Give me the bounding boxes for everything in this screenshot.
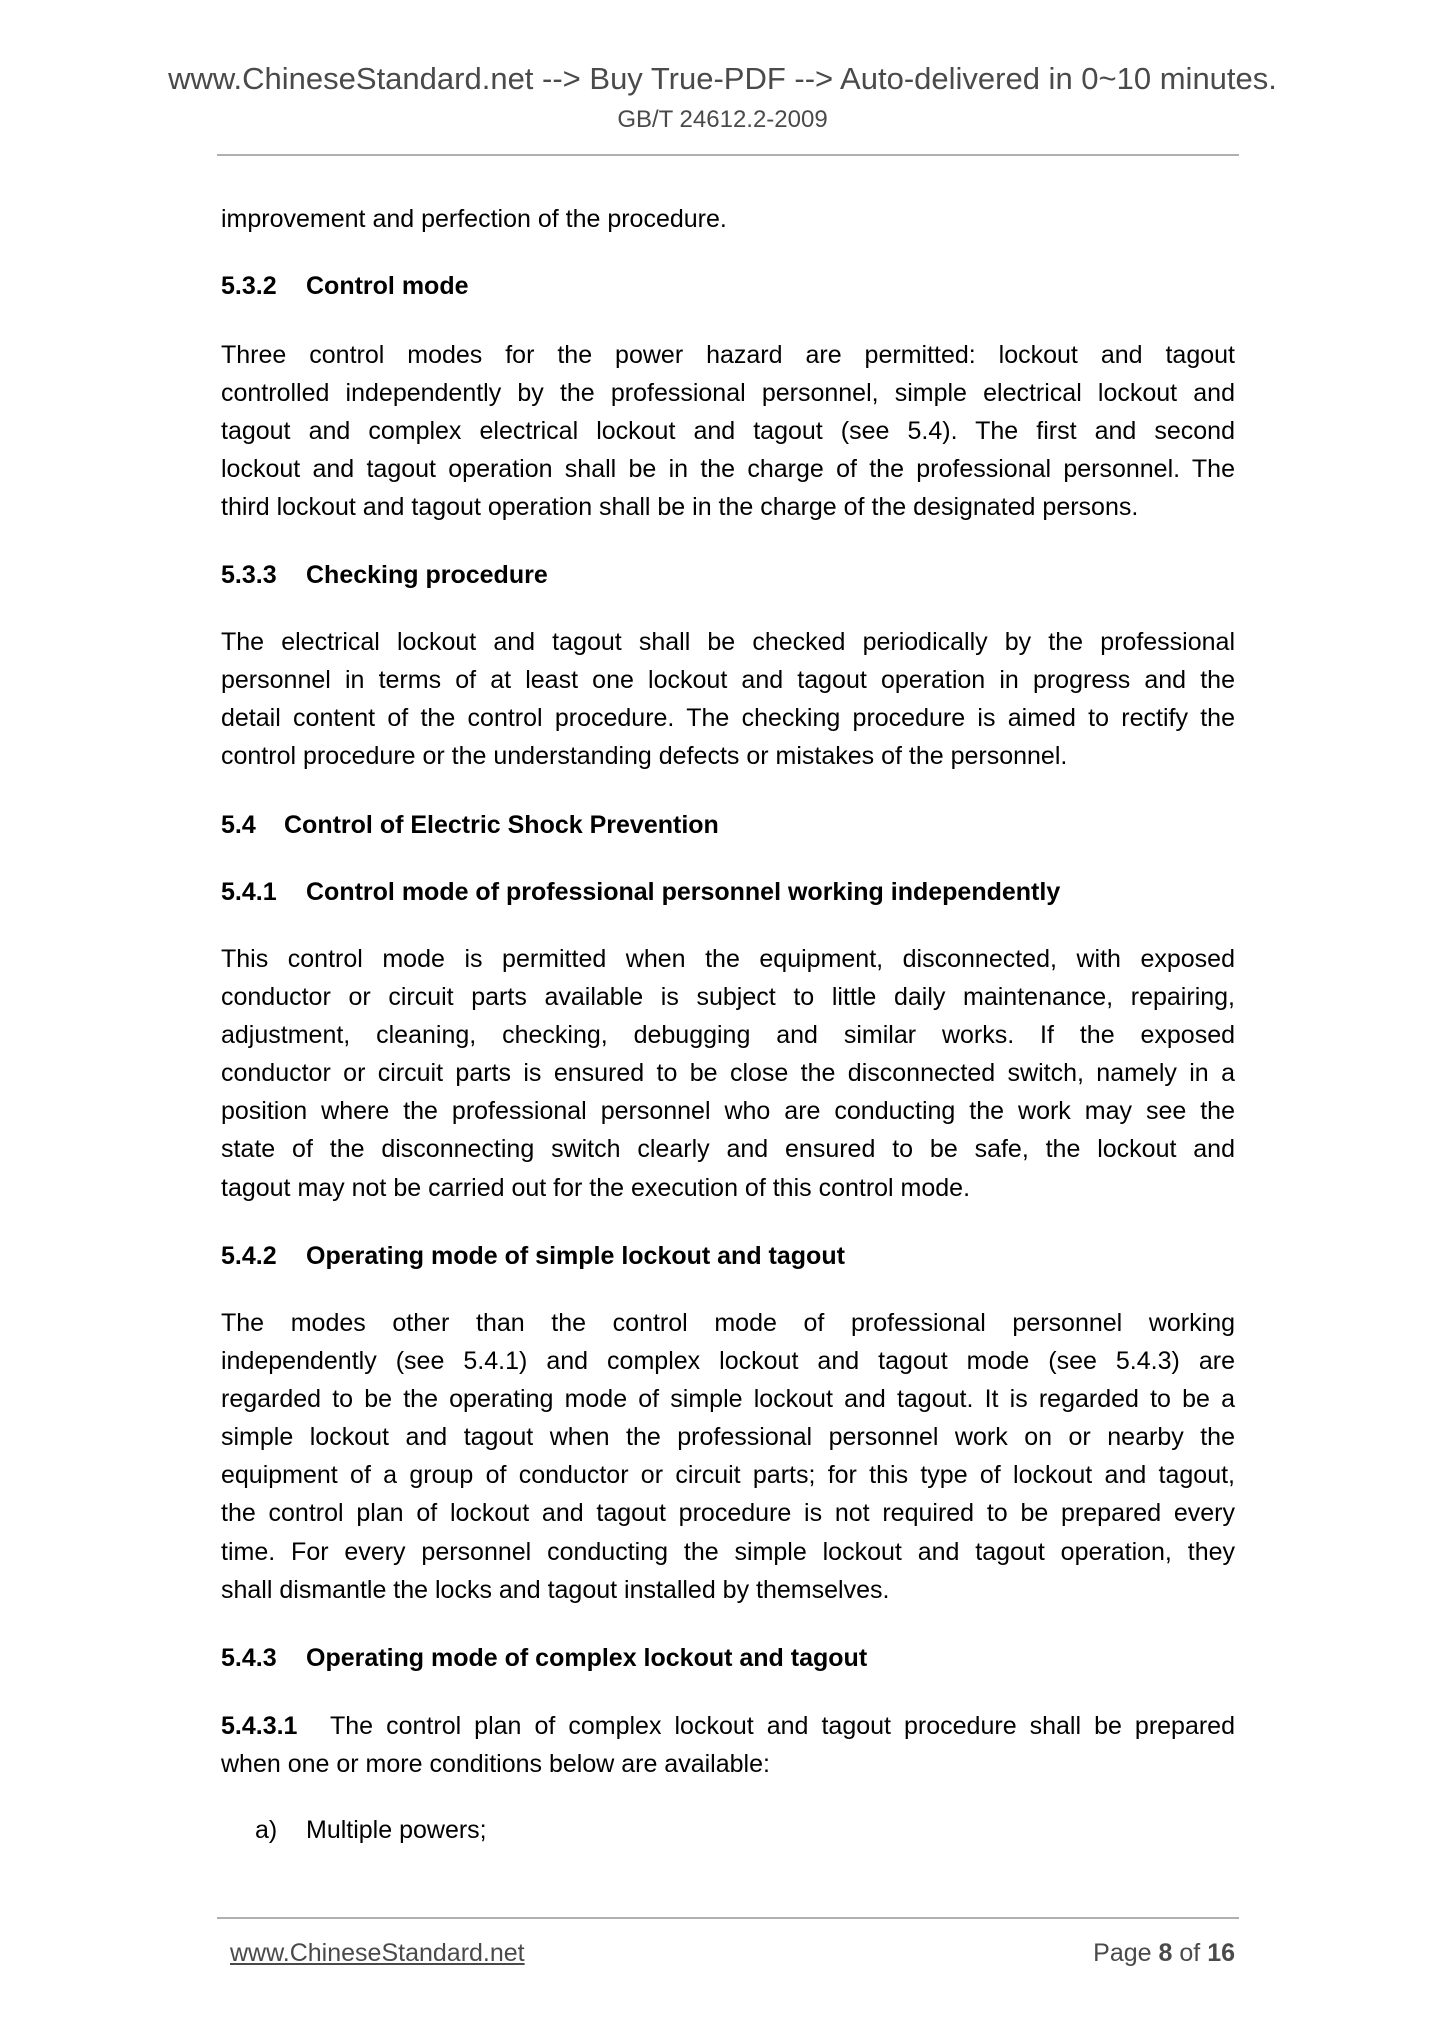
paragraph-line: shall dismantle the locks and tagout installed by themselves. (221, 1575, 890, 1604)
paragraph-line: This control mode is permitted when the equipment, disconnected, with exposed (221, 945, 1235, 973)
paragraph-line: when one or more conditions below are available: (221, 1750, 770, 1779)
section-number: 5.3.2 (221, 272, 277, 300)
of-word: of (1179, 1939, 1201, 1967)
footer-website-link[interactable]: www.ChineseStandard.net (230, 1939, 525, 1967)
paragraph-line: controlled independently by the professional personnel, simple electrical lockout and (221, 379, 1235, 408)
paragraph-line: tagout and complex electrical lockout and tagout (see 5.4). The first and second (221, 417, 1235, 446)
paragraph-line: conductor or circuit parts available is subject to little daily maintenance, repairing, (221, 983, 1235, 1012)
section-title: Control mode (306, 272, 469, 300)
clause-text: The control plan of complex lockout and tagout procedure shall be prepared (330, 1712, 1235, 1740)
list-text: Multiple powers; (306, 1816, 487, 1844)
section-number: 5.3.3 (221, 561, 277, 589)
paragraph-line: detail content of the control procedure. The checking procedure is aimed to rectify the (221, 704, 1235, 733)
paragraph-5-3-2 (221, 336, 1235, 526)
paragraph-5-4-2 (221, 1304, 1235, 1609)
section-title: Operating mode of simple lockout and tagout (306, 1242, 845, 1270)
page-word: Page (1093, 1939, 1152, 1967)
paragraph-line: position where the professional personnel who are conducting the work may see the (221, 1097, 1235, 1126)
header-divider (217, 154, 1239, 156)
heading-5-4-3 (221, 1639, 1235, 1677)
footer-link-wrap (230, 1937, 525, 1969)
heading-5-4-2 (221, 1237, 1235, 1275)
section-number: 5.4 (221, 811, 256, 839)
heading-5-4-1 (221, 873, 1235, 911)
paragraph-line: conductor or circuit parts is ensured to be close the disconnected switch, namely in a (221, 1059, 1235, 1088)
section-title: Checking procedure (306, 561, 548, 589)
paragraph-line: regarded to be the operating mode of simple lockout and tagout. It is regarded to be a (221, 1385, 1235, 1414)
paragraph-line: equipment of a group of conductor or circuit parts; for this type of lockout and tagout, (221, 1461, 1235, 1490)
paragraph-5-3-3 (221, 623, 1235, 775)
paragraph-line: independently (see 5.4.1) and complex lockout and tagout mode (see 5.4.3) are (221, 1347, 1235, 1376)
section-number: 5.4.3 (221, 1644, 277, 1672)
paragraph-line: time. For every personnel conducting the simple lockout and tagout operation, they (221, 1537, 1235, 1566)
list-item-a (221, 1811, 1235, 1849)
paragraph-line: personnel in terms of at least one lockout and tagout operation in progress and the (221, 666, 1235, 695)
footer-divider (217, 1917, 1239, 1919)
paragraph-5-4-3-1 (221, 1707, 1235, 1783)
heading-5-3-3 (221, 556, 1235, 594)
header-banner: www.ChineseStandard.net --> Buy True-PDF --> Auto-delivered in 0~10 minutes. (168, 61, 1277, 96)
paragraph-line: control procedure or the understanding defects or mistakes of the personnel. (221, 742, 1068, 771)
list-label: a) (255, 1816, 278, 1844)
document-id: GB/T 24612.2-2009 (617, 106, 828, 133)
paragraph-line: simple lockout and tagout when the professional personnel work on or nearby the (221, 1423, 1235, 1452)
section-number: 5.4.1 (221, 878, 277, 906)
paragraph-line: adjustment, cleaning, checking, debugging and similar works. If the exposed (221, 1021, 1235, 1050)
page-indicator (1093, 1937, 1235, 1969)
section-title: Control of Electric Shock Prevention (284, 811, 719, 839)
clause-number: 5.4.3.1 (221, 1712, 298, 1740)
paragraph-line: third lockout and tagout operation shall be in the charge of the designated persons. (221, 493, 1139, 522)
paragraph-line (221, 1707, 1235, 1745)
paragraph-line: Three control modes for the power hazard are permitted: lockout and tagout (221, 341, 1235, 369)
section-title: Operating mode of complex lockout and tagout (306, 1644, 868, 1672)
section-title: Control mode of professional personnel working independently (306, 878, 1061, 906)
paragraph-line: tagout may not be carried out for the execution of this control mode. (221, 1173, 971, 1202)
heading-5-3-2 (221, 267, 1235, 305)
paragraph-line: state of the disconnecting switch clearly and ensured to be safe, the lockout and (221, 1135, 1235, 1164)
intro-text: improvement and perfection of the procedure. (221, 205, 727, 233)
page-total: 16 (1207, 1939, 1235, 1967)
section-number: 5.4.2 (221, 1242, 277, 1270)
paragraph-line: lockout and tagout operation shall be in the charge of the professional personnel. The (221, 455, 1235, 484)
heading-5-4 (221, 806, 1235, 844)
page-number: 8 (1158, 1939, 1173, 1967)
paragraph-line: the control plan of lockout and tagout procedure is not required to be prepared every (221, 1499, 1235, 1528)
paragraph-5-4-1 (221, 940, 1235, 1207)
paragraph-line: The electrical lockout and tagout shall be checked periodically by the professional (221, 628, 1235, 656)
paragraph-line: The modes other than the control mode of professional personnel working (221, 1309, 1235, 1337)
